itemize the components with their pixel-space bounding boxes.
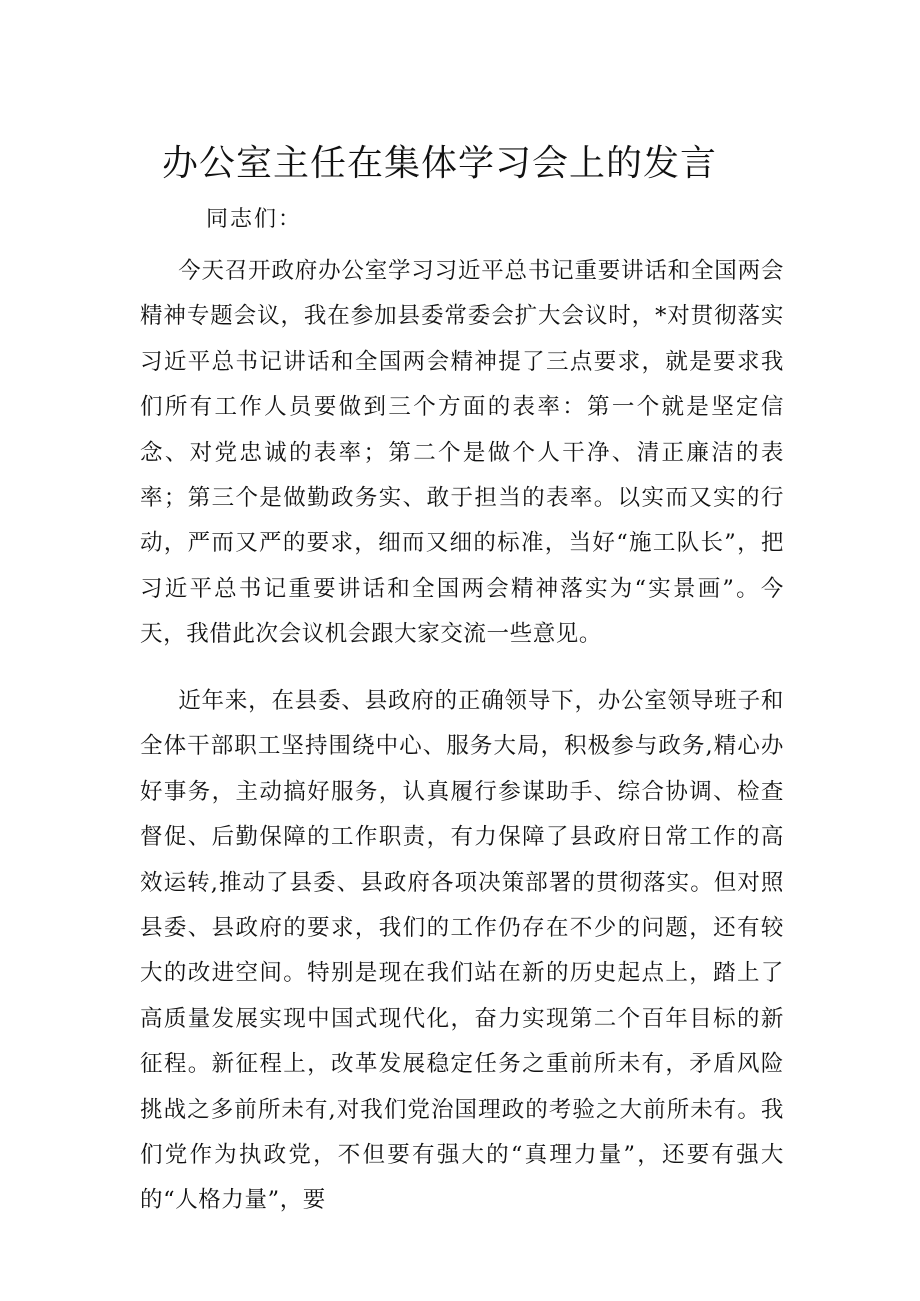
paragraph-1: 今天召开政府办公室学习习近平总书记重要讲话和全国两会精神专题会议，我在参加县委常委会扩大会议时，*对贯彻落实习近平总书记讲话和全国两会精神提了三点要求，就是要求我们所有工作人员要做到三个方面的表率：第一个就是坚定信念、对党忠诚的表率；第二个是做个人干净、清正廉洁的表率；第三个是做勤政务实、敢于担当的表率。以实而又实的行动，严而又严的要求，细而又细的标准，当好“施工队长”，把习近平总书记重要讲话和全国两会精神落实为“实景画”。今天，我借此次会议机会跟大家交流一些意见。 [140, 258, 784, 648]
paragraph-2: 近年来，在县委、县政府的正确领导下，办公室领导班子和全体干部职工坚持围绕中心、服务大局，积极参与政务,精心办好事务，主动搞好服务，认真履行参谋助手、综合协调、检查督促、后勤保障的工作职责，有力保障了县政府日常工作的高效运转,推动了县委、县政府各项决策部署的贯彻落实。但对照县委、县政府的要求，我们的工作仍存在不少的问题，还有较大的改进空间。特别是现在我们站在新的历史起点上，踏上了高质量发展实现中国式现代化，奋力实现第二个百年目标的新征程。新征程上，改革发展稳定任务之重前所未有，矛盾风险挑战之多前所未有,对我们党治国理政的考验之大前所未有。我们党作为执政党，不但要有强大的“真理力量”，还要有强大的“人格力量”，要 [140, 688, 784, 1214]
document-title: 办公室主任在集体学习会上的发言 [162, 143, 718, 184]
salutation: 同志们： [206, 207, 303, 232]
